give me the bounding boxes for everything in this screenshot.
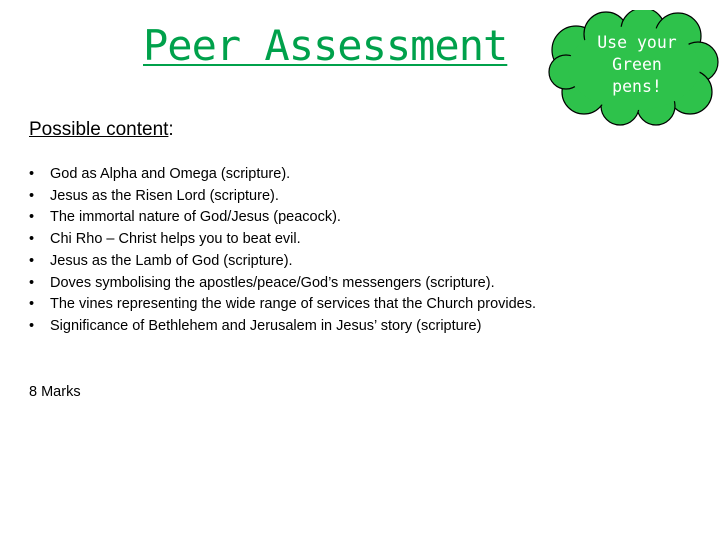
cloud-text-line: Use your bbox=[597, 33, 677, 52]
list-item-text: Jesus as the Lamb of God (scripture). bbox=[50, 252, 293, 269]
list-item-text: Doves symbolising the apostles/peace/God’s messengers (scripture). bbox=[50, 274, 495, 291]
bullet-icon: • bbox=[29, 274, 35, 291]
list-item-text: Jesus as the Risen Lord (scripture). bbox=[50, 187, 279, 204]
list-item bbox=[29, 273, 536, 295]
cloud-text-line: Green bbox=[612, 55, 662, 74]
bullet-icon: • bbox=[29, 231, 35, 248]
bullet-icon: • bbox=[29, 166, 35, 182]
bullet-icon: • bbox=[29, 252, 35, 269]
section-heading-colon: : bbox=[168, 119, 174, 140]
section-heading bbox=[29, 118, 174, 142]
list-item-text: Chi Rho – Christ helps you to beat evil. bbox=[50, 231, 301, 248]
cloud-callout bbox=[548, 10, 720, 126]
cloud-text-line: pens! bbox=[612, 77, 662, 96]
list-item-text: God as Alpha and Omega (scripture). bbox=[50, 166, 291, 182]
slide-title: Peer Assessment bbox=[143, 21, 508, 70]
cloud-text bbox=[562, 32, 712, 98]
list-item bbox=[29, 251, 536, 273]
list-item-text: The vines representing the wide range of services that the Church provides. bbox=[50, 296, 537, 313]
bullet-icon: • bbox=[29, 296, 35, 313]
content-list bbox=[29, 164, 536, 338]
bullet-icon: • bbox=[29, 209, 35, 226]
list-item bbox=[29, 207, 536, 229]
section-heading-label: Possible content bbox=[29, 119, 169, 140]
marks-label: 8 Marks bbox=[29, 384, 81, 400]
bullet-icon: • bbox=[29, 187, 35, 204]
list-item bbox=[29, 316, 536, 338]
bullet-icon: • bbox=[29, 317, 35, 334]
list-item bbox=[29, 294, 536, 316]
list-item bbox=[29, 164, 536, 186]
list-item bbox=[29, 229, 536, 251]
list-item-text: The immortal nature of God/Jesus (peacock). bbox=[50, 209, 341, 226]
list-item bbox=[29, 186, 536, 208]
list-item-text: Significance of Bethlehem and Jerusalem in Jesus’ story (scripture) bbox=[50, 317, 482, 334]
